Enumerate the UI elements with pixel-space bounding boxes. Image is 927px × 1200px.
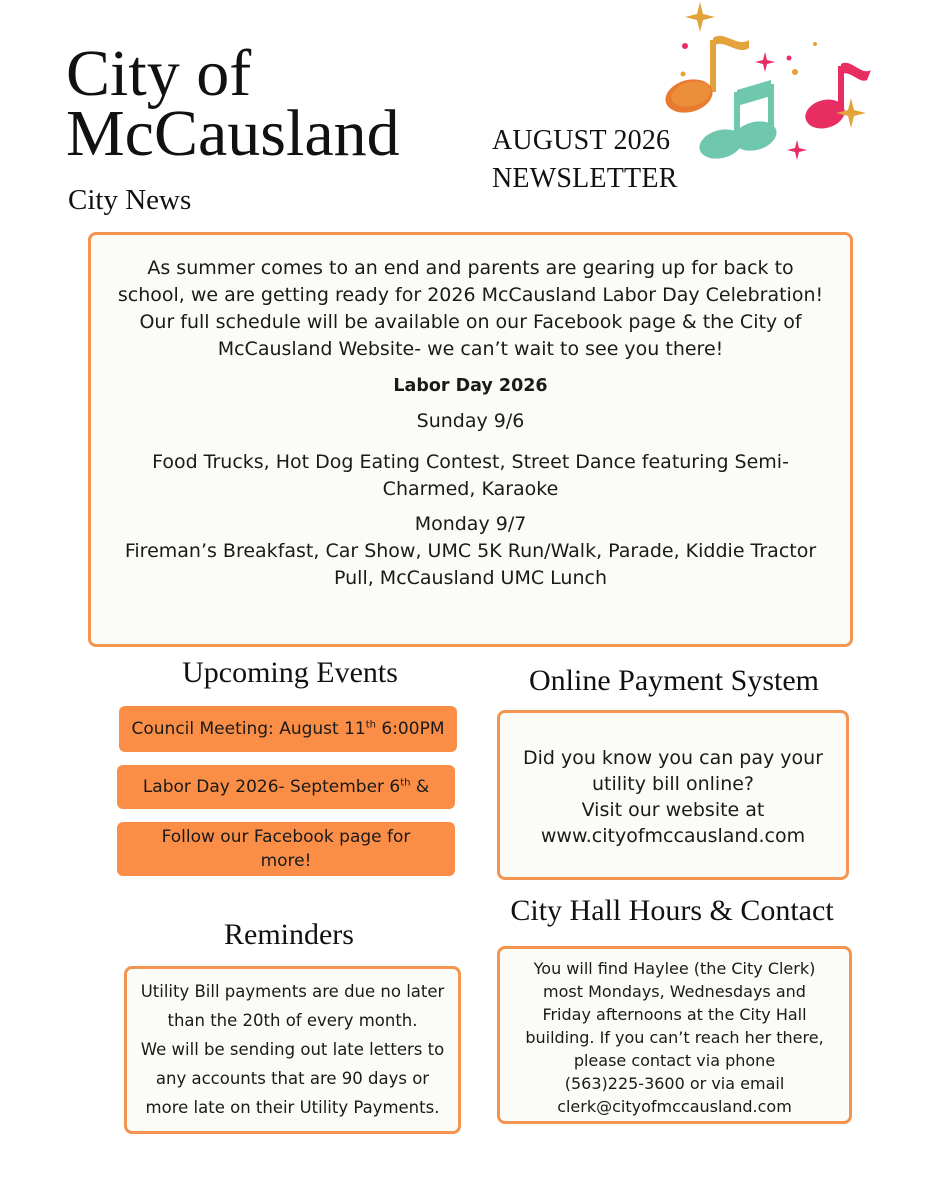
intro-line-4: McCausland Website- we can’t wait to see you there!	[217, 338, 724, 360]
reminders-heading: Reminders	[224, 918, 354, 951]
hall-line-1: You will find Haylee (the City Clerk)	[533, 959, 816, 978]
newsletter-line-2: NEWSLETTER	[492, 163, 678, 194]
city-hall-box	[497, 946, 852, 1124]
event3-line-1: Follow our Facebook page for	[161, 827, 411, 847]
online-line-3: Visit our website at	[581, 799, 765, 821]
online-line-2: utility bill online?	[591, 773, 755, 795]
reminder-line-3: We will be sending out late letters to	[140, 1040, 445, 1059]
event1-text: Council Meeting: August 11	[131, 719, 366, 739]
intro-line-1: As summer comes to an end and parents are gearing up for back to	[147, 257, 794, 279]
title-line-2: McCausland	[66, 97, 400, 170]
hall-line-2: most Mondays, Wednesdays and	[543, 982, 806, 1001]
hall-line-3: Friday afternoons at the City Hall	[542, 1005, 807, 1024]
page-subtitle: City News	[68, 184, 192, 216]
intro-box	[88, 232, 853, 647]
sunday-line-1: Food Trucks, Hot Dog Eating Contest, Street Dance featuring Semi-	[152, 451, 789, 473]
event2-tail: &	[410, 777, 430, 797]
reminder-line-5: more late on their Utility Payments.	[145, 1098, 440, 1117]
newsletter-line-1: AUGUST 2026	[492, 125, 671, 156]
reminders-box	[124, 966, 461, 1134]
online-payment-box	[497, 710, 849, 880]
event2-text: Labor Day 2026- September 6	[142, 777, 401, 797]
phone-number: (563)225-3600 or via email	[564, 1074, 785, 1093]
online-payment-heading: Online Payment System	[529, 664, 819, 697]
city-hall-heading: City Hall Hours & Contact	[510, 894, 834, 927]
event1-time: 6:00PM	[375, 719, 445, 739]
monday-line-2: Pull, McCausland UMC Lunch	[334, 567, 607, 589]
title-line-1: City of	[66, 37, 252, 110]
reminder-line-1: Utility Bill payments are due no later	[140, 982, 445, 1001]
sunday-label: Sunday 9/6	[416, 410, 525, 432]
monday-label: Monday 9/7	[414, 513, 527, 535]
hall-line-4: building. If you can’t reach her there,	[525, 1028, 824, 1047]
event3-line-2: more!	[260, 851, 312, 871]
music-notes-icon	[655, 0, 885, 175]
upcoming-events-heading: Upcoming Events	[182, 656, 398, 689]
event2-sup: th	[400, 777, 411, 789]
online-line-1: Did you know you can pay your	[522, 747, 824, 769]
reminder-line-2: than the 20th of every month.	[167, 1011, 418, 1030]
sunday-line-2: Charmed, Karaoke	[382, 478, 559, 500]
email-link[interactable]: clerk@cityofmccausland.com	[557, 1097, 792, 1116]
event-facebook-follow	[117, 822, 455, 876]
event-council-meeting	[119, 706, 457, 752]
reminder-line-4: any accounts that are 90 days or	[155, 1069, 430, 1088]
hall-line-5: please contact via phone	[573, 1051, 776, 1070]
labor-day-title: Labor Day 2026	[393, 376, 548, 396]
intro-line-2: school, we are getting ready for 2026 McCausland Labor Day Celebration!	[117, 284, 824, 306]
website-link[interactable]: www.cityofmccausland.com	[540, 825, 806, 847]
intro-line-3: Our full schedule will be available on our Facebook page & the City of	[139, 311, 802, 333]
page-title	[66, 37, 486, 170]
event1-sup: th	[365, 719, 376, 731]
event-labor-day	[117, 765, 455, 809]
monday-line-1: Fireman’s Breakfast, Car Show, UMC 5K Run/Walk, Parade, Kiddie Tractor	[124, 540, 817, 562]
